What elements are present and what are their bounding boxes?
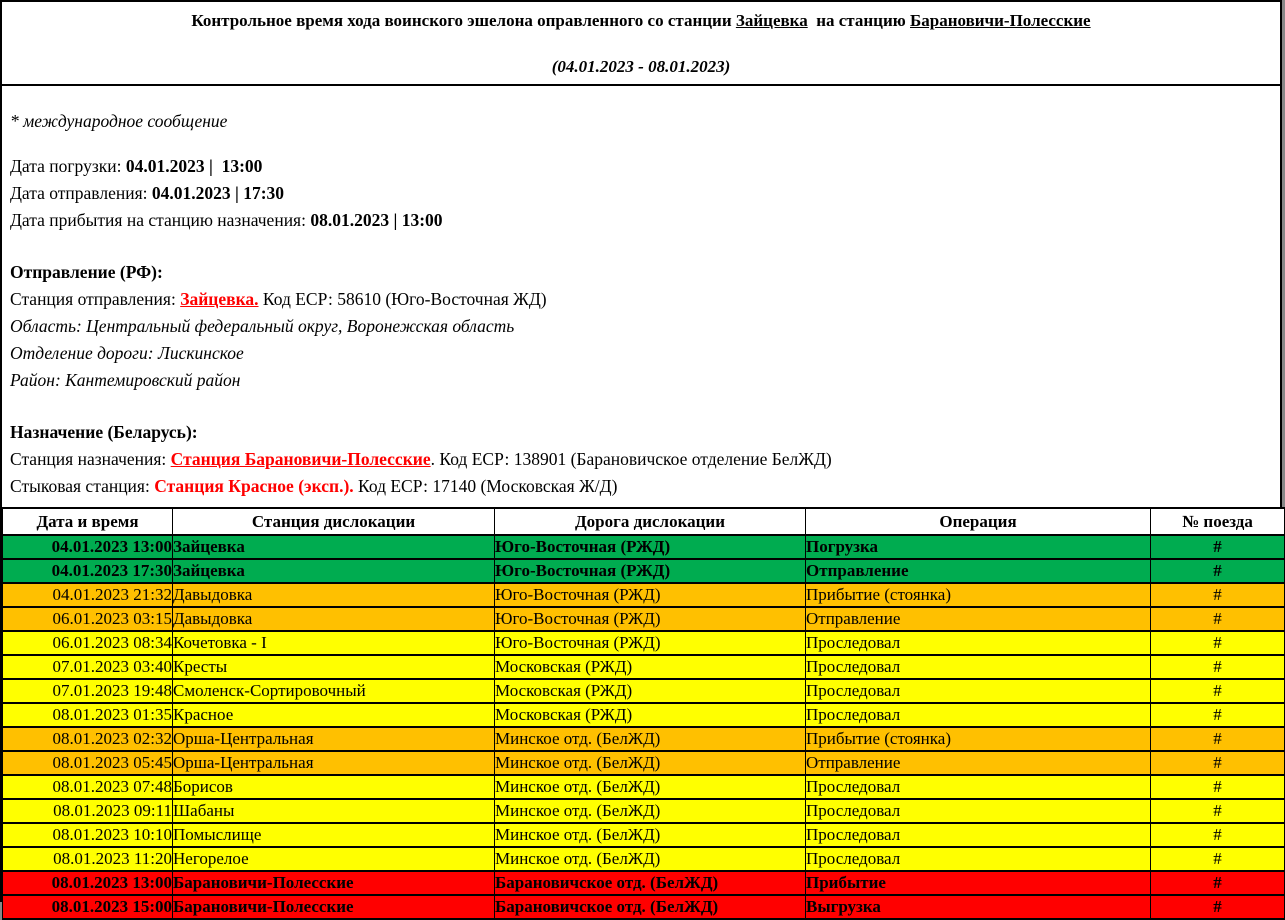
destination-section-heading: Назначение (Беларусь): bbox=[10, 422, 198, 442]
header-road: Дорога дислокации bbox=[495, 508, 806, 535]
cell-road: Минское отд. (БелЖД) bbox=[495, 823, 806, 847]
cell-train: # bbox=[1151, 583, 1285, 607]
cell-datetime: 07.01.2023 03:40 bbox=[3, 655, 173, 679]
junction-station-name: Станция Красное (эксп.). bbox=[154, 476, 354, 496]
cell-station: Негорелое bbox=[173, 847, 495, 871]
cell-road: Минское отд. (БелЖД) bbox=[495, 751, 806, 775]
cell-road: Юго-Восточная (РЖД) bbox=[495, 631, 806, 655]
cell-datetime: 08.01.2023 09:11 bbox=[3, 799, 173, 823]
cell-operation: Отправление bbox=[806, 751, 1151, 775]
cell-train: # bbox=[1151, 775, 1285, 799]
destination-station-rest: . Код ЕСР: 138901 (Барановичское отделение БелЖД) bbox=[430, 449, 832, 469]
cell-station: Давыдовка bbox=[173, 583, 495, 607]
table-row bbox=[3, 655, 1285, 679]
cell-datetime: 08.01.2023 07:48 bbox=[3, 775, 173, 799]
table-row bbox=[3, 799, 1285, 823]
destination-station-line bbox=[10, 446, 1272, 473]
header-operation: Операция bbox=[806, 508, 1151, 535]
cell-train: # bbox=[1151, 871, 1285, 895]
cell-operation: Проследовал bbox=[806, 775, 1151, 799]
cell-datetime: 08.01.2023 11:20 bbox=[3, 847, 173, 871]
table-row bbox=[3, 751, 1285, 775]
cell-train: # bbox=[1151, 751, 1285, 775]
cell-road: Юго-Восточная (РЖД) bbox=[495, 559, 806, 583]
departure-station-rest: Код ЕСР: 58610 (Юго-Восточная ЖД) bbox=[258, 289, 547, 309]
cell-road: Московская (РЖД) bbox=[495, 655, 806, 679]
arrive-date-label: Дата прибытия на станцию назначения: bbox=[10, 210, 311, 230]
cell-road: Минское отд. (БелЖД) bbox=[495, 799, 806, 823]
cell-datetime: 08.01.2023 10:10 bbox=[3, 823, 173, 847]
cell-station: Зайцевка bbox=[173, 559, 495, 583]
load-date-line bbox=[10, 153, 1272, 180]
junction-station-rest: Код ЕСР: 17140 (Московская Ж/Д) bbox=[353, 476, 618, 496]
title-middle: на станцию bbox=[807, 11, 910, 30]
table-row bbox=[3, 871, 1285, 895]
cell-datetime: 08.01.2023 02:32 bbox=[3, 727, 173, 751]
cell-train: # bbox=[1151, 679, 1285, 703]
cell-datetime: 07.01.2023 19:48 bbox=[3, 679, 173, 703]
cell-operation: Проследовал bbox=[806, 847, 1151, 871]
cell-datetime: 04.01.2023 21:32 bbox=[3, 583, 173, 607]
cell-operation: Прибытие bbox=[806, 871, 1151, 895]
cell-road: Юго-Восточная (РЖД) bbox=[495, 607, 806, 631]
junction-station-line bbox=[10, 473, 1272, 500]
international-note: * международное сообщение bbox=[10, 111, 228, 131]
cell-station: Борисов bbox=[173, 775, 495, 799]
cell-station: Смоленск-Сортировочный bbox=[173, 679, 495, 703]
table-row bbox=[3, 895, 1285, 919]
table-row bbox=[3, 847, 1285, 871]
table-row bbox=[3, 559, 1285, 583]
table-row bbox=[3, 607, 1285, 631]
cell-road: Московская (РЖД) bbox=[495, 679, 806, 703]
departure-division-line: Отделение дороги: Лискинское bbox=[10, 343, 244, 363]
table-row bbox=[3, 775, 1285, 799]
cell-station: Зайцевка bbox=[173, 535, 495, 559]
cell-datetime: 04.01.2023 13:00 bbox=[3, 535, 173, 559]
table-row bbox=[3, 535, 1285, 559]
cell-train: # bbox=[1151, 727, 1285, 751]
timeline-table-head bbox=[3, 508, 1285, 535]
title-prefix: Контрольное время хода воинского эшелона оправленного со станции bbox=[191, 11, 736, 30]
cell-road: Юго-Восточная (РЖД) bbox=[495, 535, 806, 559]
cell-train: # bbox=[1151, 823, 1285, 847]
departure-district-line: Район: Кантемировский район bbox=[10, 370, 241, 390]
departure-station-label: Станция отправления: bbox=[10, 289, 181, 309]
cell-operation: Проследовал bbox=[806, 679, 1151, 703]
cell-datetime: 06.01.2023 08:34 bbox=[3, 631, 173, 655]
table-row bbox=[3, 703, 1285, 727]
cell-operation: Выгрузка bbox=[806, 895, 1151, 919]
cell-operation: Прибытие (стоянка) bbox=[806, 727, 1151, 751]
cell-operation: Отправление bbox=[806, 559, 1151, 583]
cell-train: # bbox=[1151, 559, 1285, 583]
cell-road: Минское отд. (БелЖД) bbox=[495, 775, 806, 799]
arrive-date-value: 08.01.2023 | 13:00 bbox=[310, 210, 443, 230]
cell-datetime: 08.01.2023 15:00 bbox=[3, 895, 173, 919]
cell-train: # bbox=[1151, 607, 1285, 631]
junction-station-label: Стыковая станция: bbox=[10, 476, 155, 496]
cell-road: Барановичское отд. (БелЖД) bbox=[495, 895, 806, 919]
cell-operation: Проследовал bbox=[806, 823, 1151, 847]
cell-train: # bbox=[1151, 655, 1285, 679]
destination-station-label: Станция назначения: bbox=[10, 449, 171, 469]
cell-station: Шабаны bbox=[173, 799, 495, 823]
timeline-table bbox=[2, 507, 1285, 920]
cell-station: Красное bbox=[173, 703, 495, 727]
cell-operation: Отправление bbox=[806, 607, 1151, 631]
load-date-value: 04.01.2023 | 13:00 bbox=[125, 156, 263, 176]
cell-station: Давыдовка bbox=[173, 607, 495, 631]
table-row bbox=[3, 583, 1285, 607]
title-station-to: Барановичи-Полесские bbox=[910, 11, 1091, 30]
departure-section-heading: Отправление (РФ): bbox=[10, 262, 163, 282]
cell-train: # bbox=[1151, 631, 1285, 655]
cell-road: Минское отд. (БелЖД) bbox=[495, 847, 806, 871]
cell-road: Московская (РЖД) bbox=[495, 703, 806, 727]
date-range-subtitle: (04.01.2023 - 08.01.2023) bbox=[551, 57, 731, 76]
cell-station: Кочетовка - I bbox=[173, 631, 495, 655]
cell-datetime: 08.01.2023 13:00 bbox=[3, 871, 173, 895]
header-train-number: № поезда bbox=[1151, 508, 1285, 535]
departure-station-link[interactable]: Зайцевка. bbox=[180, 289, 259, 309]
timeline-table-body bbox=[3, 535, 1285, 919]
document-body bbox=[2, 86, 1280, 500]
cell-station: Орша-Центральная bbox=[173, 751, 495, 775]
cell-operation: Проследовал bbox=[806, 631, 1151, 655]
cell-train: # bbox=[1151, 895, 1285, 919]
cell-datetime: 04.01.2023 17:30 bbox=[3, 559, 173, 583]
cell-station: Барановичи-Полесские bbox=[173, 895, 495, 919]
document-header bbox=[2, 2, 1280, 86]
cell-station: Помыслище bbox=[173, 823, 495, 847]
title-station-from: Зайцевка bbox=[735, 11, 808, 30]
header-datetime: Дата и время bbox=[3, 508, 173, 535]
departure-station-line bbox=[10, 286, 1272, 313]
cell-datetime: 08.01.2023 05:45 bbox=[3, 751, 173, 775]
load-date-label: Дата погрузки: bbox=[10, 156, 126, 176]
cell-train: # bbox=[1151, 535, 1285, 559]
cell-train: # bbox=[1151, 799, 1285, 823]
cell-datetime: 06.01.2023 03:15 bbox=[3, 607, 173, 631]
departure-region-line: Область: Центральный федеральный округ, Воронежская область bbox=[10, 316, 515, 336]
depart-date-value: 04.01.2023 | 17:30 bbox=[151, 183, 285, 203]
table-row bbox=[3, 727, 1285, 751]
cell-datetime: 08.01.2023 01:35 bbox=[3, 703, 173, 727]
cell-train: # bbox=[1151, 847, 1285, 871]
cell-operation: Проследовал bbox=[806, 703, 1151, 727]
cell-road: Юго-Восточная (РЖД) bbox=[495, 583, 806, 607]
table-row bbox=[3, 679, 1285, 703]
header-station: Станция дислокации bbox=[173, 508, 495, 535]
cell-station: Кресты bbox=[173, 655, 495, 679]
cell-station: Орша-Центральная bbox=[173, 727, 495, 751]
cell-operation: Проследовал bbox=[806, 655, 1151, 679]
depart-date-line bbox=[10, 180, 1272, 207]
cell-operation: Прибытие (стоянка) bbox=[806, 583, 1151, 607]
page-title bbox=[2, 2, 1280, 31]
cell-station: Барановичи-Полесские bbox=[173, 871, 495, 895]
cell-road: Барановичское отд. (БелЖД) bbox=[495, 871, 806, 895]
depart-date-label: Дата отправления: bbox=[10, 183, 152, 203]
header-row bbox=[3, 508, 1285, 535]
cell-road: Минское отд. (БелЖД) bbox=[495, 727, 806, 751]
cell-train: # bbox=[1151, 703, 1285, 727]
cell-operation: Проследовал bbox=[806, 799, 1151, 823]
cell-operation: Погрузка bbox=[806, 535, 1151, 559]
table-row bbox=[3, 823, 1285, 847]
arrive-date-line bbox=[10, 207, 1272, 234]
destination-station-link[interactable]: Станция Барановичи-Полесские bbox=[170, 449, 431, 469]
table-row bbox=[3, 631, 1285, 655]
